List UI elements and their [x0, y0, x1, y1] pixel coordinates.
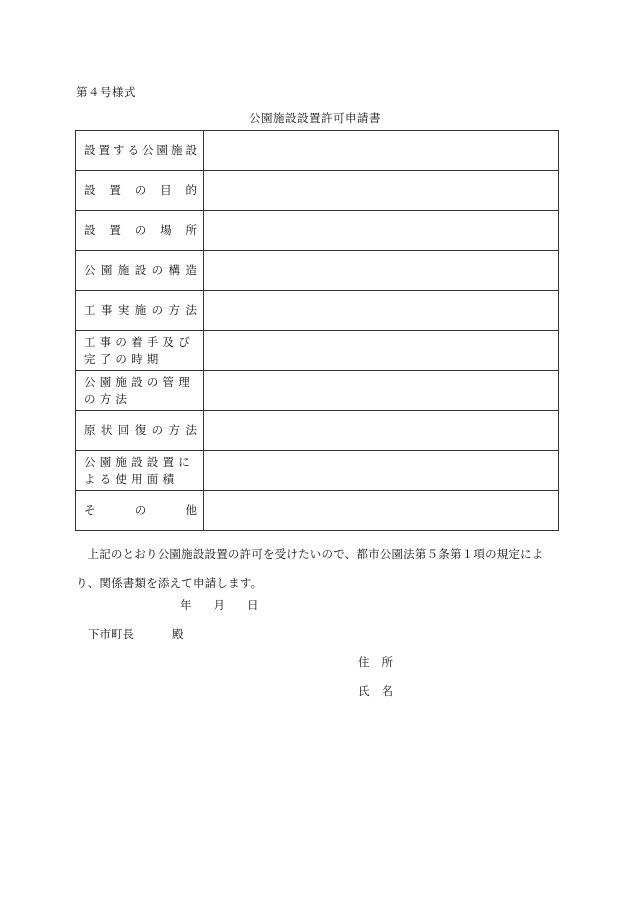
label-construction-method: [76, 291, 204, 331]
label-text: [84, 422, 197, 439]
label-char: 造: [185, 263, 197, 277]
label-char: 施: [134, 303, 147, 317]
label-purpose: [76, 171, 204, 211]
table-row: [76, 411, 559, 451]
label-char: 方: [168, 423, 181, 437]
label-char: 園: [156, 143, 168, 157]
applicant-name: [358, 683, 393, 699]
label-char: す: [113, 143, 125, 157]
table-row: [76, 171, 559, 211]
date-line: [158, 597, 259, 613]
label-text: [84, 142, 197, 159]
label-char: の: [151, 263, 164, 277]
label-text: 公園施設設置による使用面積: [84, 454, 194, 486]
value-other[interactable]: [204, 491, 559, 531]
label-char: 園: [100, 263, 113, 277]
applicant-address: [358, 654, 393, 670]
day-label: 日: [247, 598, 259, 612]
label-char: 目: [160, 183, 172, 197]
label-char: 設: [185, 143, 197, 157]
label-char: 他: [185, 503, 197, 517]
addressee-name: 下市町長: [88, 627, 134, 641]
label-char: 施: [171, 143, 183, 157]
application-statement: 上記のとおり公園施設設置の許可を受けたいので、都市公園法第５条第１項の規定により、関係書類を添えて申請します。: [76, 547, 544, 590]
label-park-facility: [76, 131, 204, 171]
label-char: の: [134, 223, 147, 237]
label-char: の: [134, 503, 147, 517]
label-other: [76, 491, 204, 531]
label-char: 設: [84, 143, 96, 157]
value-usage-area[interactable]: [204, 451, 559, 491]
table-row: [76, 251, 559, 291]
label-construction-period: [76, 331, 204, 371]
label-char: 所: [185, 223, 197, 237]
value-construction-period[interactable]: [204, 331, 559, 371]
label-char: 復: [134, 423, 147, 437]
month-label: 月: [213, 598, 225, 612]
value-restoration-method[interactable]: [204, 411, 559, 451]
label-restoration-method: [76, 411, 204, 451]
value-park-facility[interactable]: [204, 131, 559, 171]
label-char: 公: [84, 263, 96, 277]
label-char: 場: [160, 223, 172, 237]
document-title: 公園施設設置許可申請書: [249, 111, 381, 125]
table-row: [76, 211, 559, 251]
label-char: の: [134, 183, 147, 197]
label-text: [84, 222, 197, 239]
value-structure[interactable]: [204, 251, 559, 291]
label-char: 法: [185, 303, 197, 317]
label-char: 工: [84, 303, 96, 317]
addressee: [88, 626, 184, 642]
label-text: 公園施設の管理の方法: [84, 374, 194, 406]
label-char: 方: [168, 303, 181, 317]
label-char: の: [151, 423, 164, 437]
label-usage-area: [76, 451, 204, 491]
label-char: 置: [98, 143, 110, 157]
table-row: [76, 331, 559, 371]
label-char: 原: [84, 423, 96, 437]
label-char: 置: [109, 223, 121, 237]
label-char: 公: [142, 143, 154, 157]
label-text: [84, 182, 197, 199]
table-row: [76, 491, 559, 531]
value-purpose[interactable]: [204, 171, 559, 211]
label-structure: [76, 251, 204, 291]
value-management-method[interactable]: [204, 371, 559, 411]
label-char: 的: [185, 183, 197, 197]
value-construction-method[interactable]: [204, 291, 559, 331]
addressee-honorific: 殿: [172, 627, 184, 641]
label-char: 設: [84, 183, 96, 197]
label-char: 構: [168, 263, 181, 277]
name-label-char: 氏: [358, 684, 370, 698]
name-label-char: 名: [381, 684, 393, 698]
label-char: 施: [117, 263, 130, 277]
label-char: 事: [100, 303, 113, 317]
label-char: 設: [134, 263, 147, 277]
year-label: 年: [180, 598, 192, 612]
table-row: [76, 451, 559, 491]
application-table: [75, 130, 559, 531]
label-char: そ: [84, 503, 96, 517]
table-row: [76, 291, 559, 331]
label-management-method: [76, 371, 204, 411]
label-char: 置: [109, 183, 121, 197]
table-row: [76, 371, 559, 411]
label-text: 工事の着手及び完了の時期: [84, 334, 194, 366]
label-char: 法: [185, 423, 197, 437]
label-char: 回: [117, 423, 130, 437]
label-char: 状: [100, 423, 113, 437]
label-char: の: [151, 303, 164, 317]
table-row: [76, 131, 559, 171]
label-location: [76, 211, 204, 251]
label-text: [84, 262, 197, 279]
label-char: 実: [117, 303, 130, 317]
label-text: [84, 502, 197, 519]
form-number: 第４号様式: [76, 85, 136, 99]
value-location[interactable]: [204, 211, 559, 251]
label-char: る: [127, 143, 139, 157]
label-char: 設: [84, 223, 96, 237]
label-text: [84, 302, 197, 319]
address-label-char: 住: [358, 655, 370, 669]
address-label-char: 所: [381, 655, 393, 669]
